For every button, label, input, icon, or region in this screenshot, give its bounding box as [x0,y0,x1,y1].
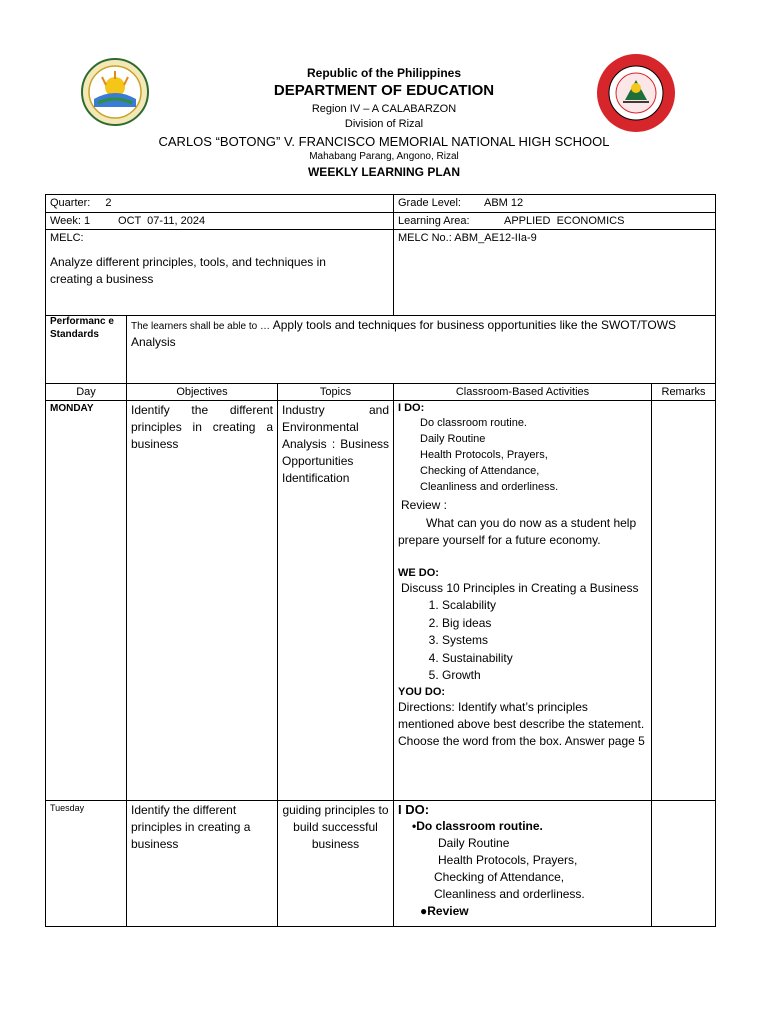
school-name: CARLOS “BOTONG” V. FRANCISCO MEMORIAL NATIONAL HIGH SCHOOL [158,134,610,149]
monday-day-cell [46,401,127,801]
monday-we-do: WE DO: [398,567,439,579]
learning-area-label: Learning Area: [398,215,470,227]
tuesday-activities-cell [394,801,652,927]
monday-activities-cell [394,401,652,801]
monday-directions: Directions: Identify what’s principles mentioned above best describe the statement. Choose the word from the box. Answer page 5 [398,699,645,748]
monday-review-label: Review : [401,498,448,512]
melc-label: MELC: [50,232,84,244]
school-address: Mahabang Parang, Angono, Rizal [309,151,459,162]
learning-area-cell [394,213,716,230]
list-item: 2. Big ideas [442,615,647,633]
monday-objective: Identify the different principles in creating a business [131,403,273,451]
performance-label-cell [46,316,127,384]
principles-list [398,597,647,685]
monday-row [46,401,716,801]
tuesday-day: Tuesday [50,803,85,813]
column-header-remarks: Remarks [652,384,716,401]
column-header-topics: Topics [278,384,394,401]
tuesday-routine-head: •Do classroom routine. [412,819,543,833]
list-item: 1. Scalability [442,597,647,615]
tuesday-row [46,801,716,927]
grade-level-label: Grade Level: [398,197,461,209]
melc-number-cell [394,230,716,316]
list-item: Do classroom routine. [420,417,527,429]
list-item: Health Protocols, Prayers, [438,853,578,867]
list-item: 4. Sustainability [442,650,647,668]
column-header-day: Day [46,384,127,401]
tuesday-topic: guiding principles to build successful business [282,803,389,851]
monday-i-do: I DO: [398,402,425,414]
list-item: Daily Routine [420,433,486,445]
weekly-learning-plan-table [45,194,716,927]
monday-objective-cell [127,401,278,801]
list-item: Checking of Attendance, [420,465,540,477]
tuesday-objective: Identify the different principles in creating a business [131,803,251,851]
quarter-cell [46,195,394,213]
monday-discuss: Discuss 10 Principles in Creating a Business [401,581,639,595]
department-title: DEPARTMENT OF EDUCATION [273,82,495,99]
quarter-label: Quarter: [50,197,91,209]
performance-text: Apply tools and techniques for business opportunities like the SWOT/TOWS Analysis [131,318,677,349]
column-header-activities: Classroom-Based Activities [394,384,652,401]
list-item: 3. Systems [442,632,647,650]
column-header-objectives: Objectives [127,384,278,401]
week-value: 1 [84,215,91,227]
republic-line: Republic of the Philippines [306,66,461,80]
melc-number: MELC No.: ABM_AE12-IIa-9 [398,232,537,244]
monday-routine-list [398,415,647,495]
quarter-value: 2 [105,197,112,209]
melc-cell [46,230,394,316]
list-item: Daily Routine [438,836,510,850]
monday-review-text: What can you do now as a student help prepare yourself for a future economy. [398,516,637,547]
week-date: OCT 07-11, 2024 [118,215,206,227]
performance-standards-cell [127,316,716,384]
monday-topic-cell [278,401,394,801]
grade-level-value: ABM 12 [484,197,524,209]
list-item: Cleanliness and orderliness. [420,481,559,493]
week-label: Week: [50,215,81,227]
list-item: Checking of Attendance, [434,870,565,884]
monday-day: MONDAY [50,403,94,414]
tuesday-topic-cell [278,801,394,927]
tuesday-review: ●Review [420,904,469,918]
tuesday-day-cell [46,801,127,927]
list-item: Cleanliness and orderliness. [434,887,585,901]
performance-standards-label: Performanc e Standards [50,316,114,340]
performance-lead: The learners shall be able to … [131,321,273,332]
list-item: 5. Growth [442,667,647,685]
division-line: Division of Rizal [344,118,424,130]
grade-level-cell [394,195,716,213]
tuesday-i-do: I DO: [398,802,430,817]
monday-topic: Industry and Environmental Analysis : Business Opportunities Identification [282,403,389,485]
melc-text: Analyze different principles, tools, and techniques in creating a business [50,255,326,286]
tuesday-objective-cell [127,801,278,927]
learning-area-value: APPLIED ECONOMICS [504,215,625,227]
region-line: Region IV – A CALABARZON [311,103,457,115]
tuesday-remarks-cell [652,801,716,927]
week-cell [46,213,394,230]
monday-you-do: YOU DO: [398,685,446,698]
monday-remarks-cell [652,401,716,801]
document-title: WEEKLY LEARNING PLAN [307,165,460,179]
list-item: Health Protocols, Prayers, [420,449,548,461]
